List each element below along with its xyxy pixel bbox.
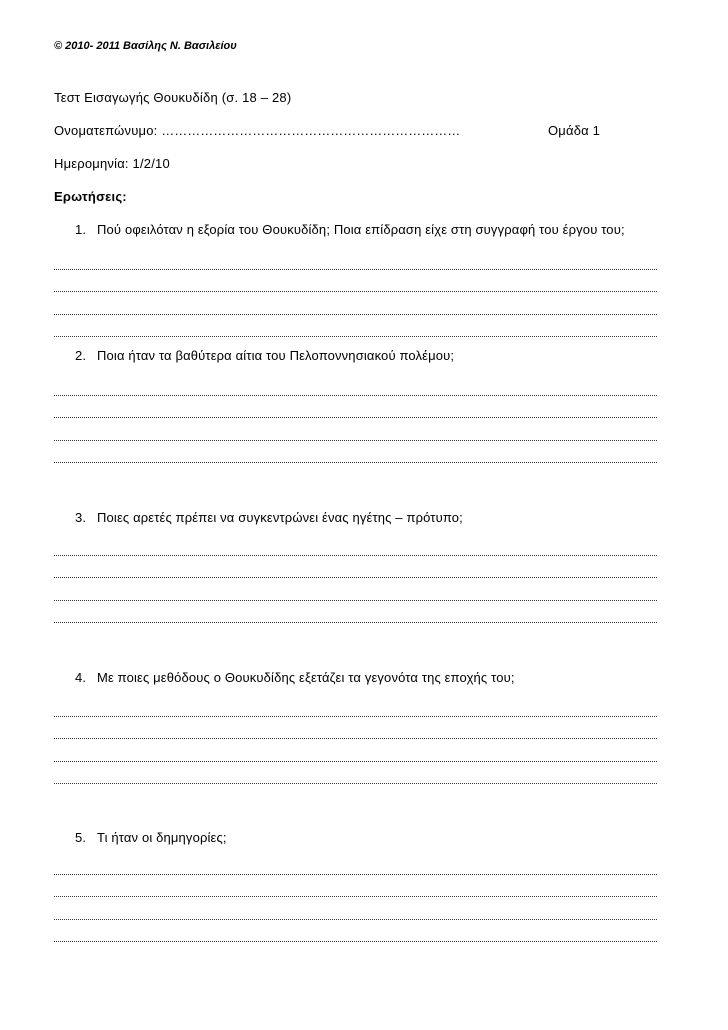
answer-line[interactable] — [54, 742, 657, 765]
answer-area-3[interactable] — [54, 536, 657, 626]
answer-line[interactable] — [54, 376, 657, 399]
answer-line[interactable] — [54, 923, 657, 946]
group-label: Ομάδα 1 — [548, 123, 601, 138]
answer-line[interactable] — [54, 697, 657, 720]
question-number: 4. — [75, 670, 87, 685]
question-number: 5. — [75, 830, 87, 845]
name-row — [54, 123, 674, 138]
question-text: Ποιες αρετές πρέπει να συγκεντρώνει ένας ηγέτης – πρότυπο; — [97, 510, 463, 525]
answer-line[interactable] — [54, 900, 657, 923]
question-text: Ποια ήταν τα βαθύτερα αίτια του Πελοποννησιακού πολέμου; — [97, 348, 455, 363]
answer-area-5[interactable] — [54, 855, 657, 945]
question-1 — [75, 222, 625, 237]
question-3 — [75, 510, 463, 525]
question-number: 2. — [75, 348, 87, 363]
answer-line[interactable] — [54, 444, 657, 467]
answer-line[interactable] — [54, 604, 657, 627]
question-text: Με ποιες μεθόδους ο Θουκυδίδης εξετάζει τα γεγονότα της εποχής του; — [97, 670, 515, 685]
question-number: 3. — [75, 510, 87, 525]
question-2 — [75, 348, 454, 363]
question-text: Πού οφειλόταν η εξορία του Θουκυδίδη; Ποια επίδραση είχε στη συγγραφή του έργου του; — [97, 222, 625, 237]
answer-line[interactable] — [54, 855, 657, 878]
question-text: Τι ήταν οι δημηγορίες; — [97, 830, 227, 845]
answer-line[interactable] — [54, 295, 657, 318]
copyright-notice: © 2010- 2011 Βασίλης Ν. Βασιλείου — [54, 40, 237, 52]
question-5 — [75, 830, 227, 845]
answer-line[interactable] — [54, 559, 657, 582]
answer-line[interactable] — [54, 399, 657, 422]
name-label: Ονοματεπώνυμο: — [54, 123, 158, 138]
answer-line[interactable] — [54, 720, 657, 743]
answer-area-4[interactable] — [54, 697, 657, 787]
answer-area-2[interactable] — [54, 376, 657, 466]
answer-line[interactable] — [54, 765, 657, 788]
date-label: Ημερομηνία: 1/2/10 — [54, 156, 170, 171]
answer-line[interactable] — [54, 421, 657, 444]
question-4 — [75, 670, 515, 685]
test-title: Τεστ Εισαγωγής Θουκυδίδη (σ. 18 – 28) — [54, 90, 292, 105]
answer-line[interactable] — [54, 581, 657, 604]
answer-line[interactable] — [54, 273, 657, 296]
answer-line[interactable] — [54, 536, 657, 559]
questions-heading: Ερωτήσεις: — [54, 189, 127, 204]
answer-line[interactable] — [54, 318, 657, 341]
answer-area-1[interactable] — [54, 250, 657, 340]
answer-line[interactable] — [54, 878, 657, 901]
name-field[interactable]: …………………………………………………………… — [161, 123, 461, 138]
question-number: 1. — [75, 222, 87, 237]
answer-line[interactable] — [54, 250, 657, 273]
